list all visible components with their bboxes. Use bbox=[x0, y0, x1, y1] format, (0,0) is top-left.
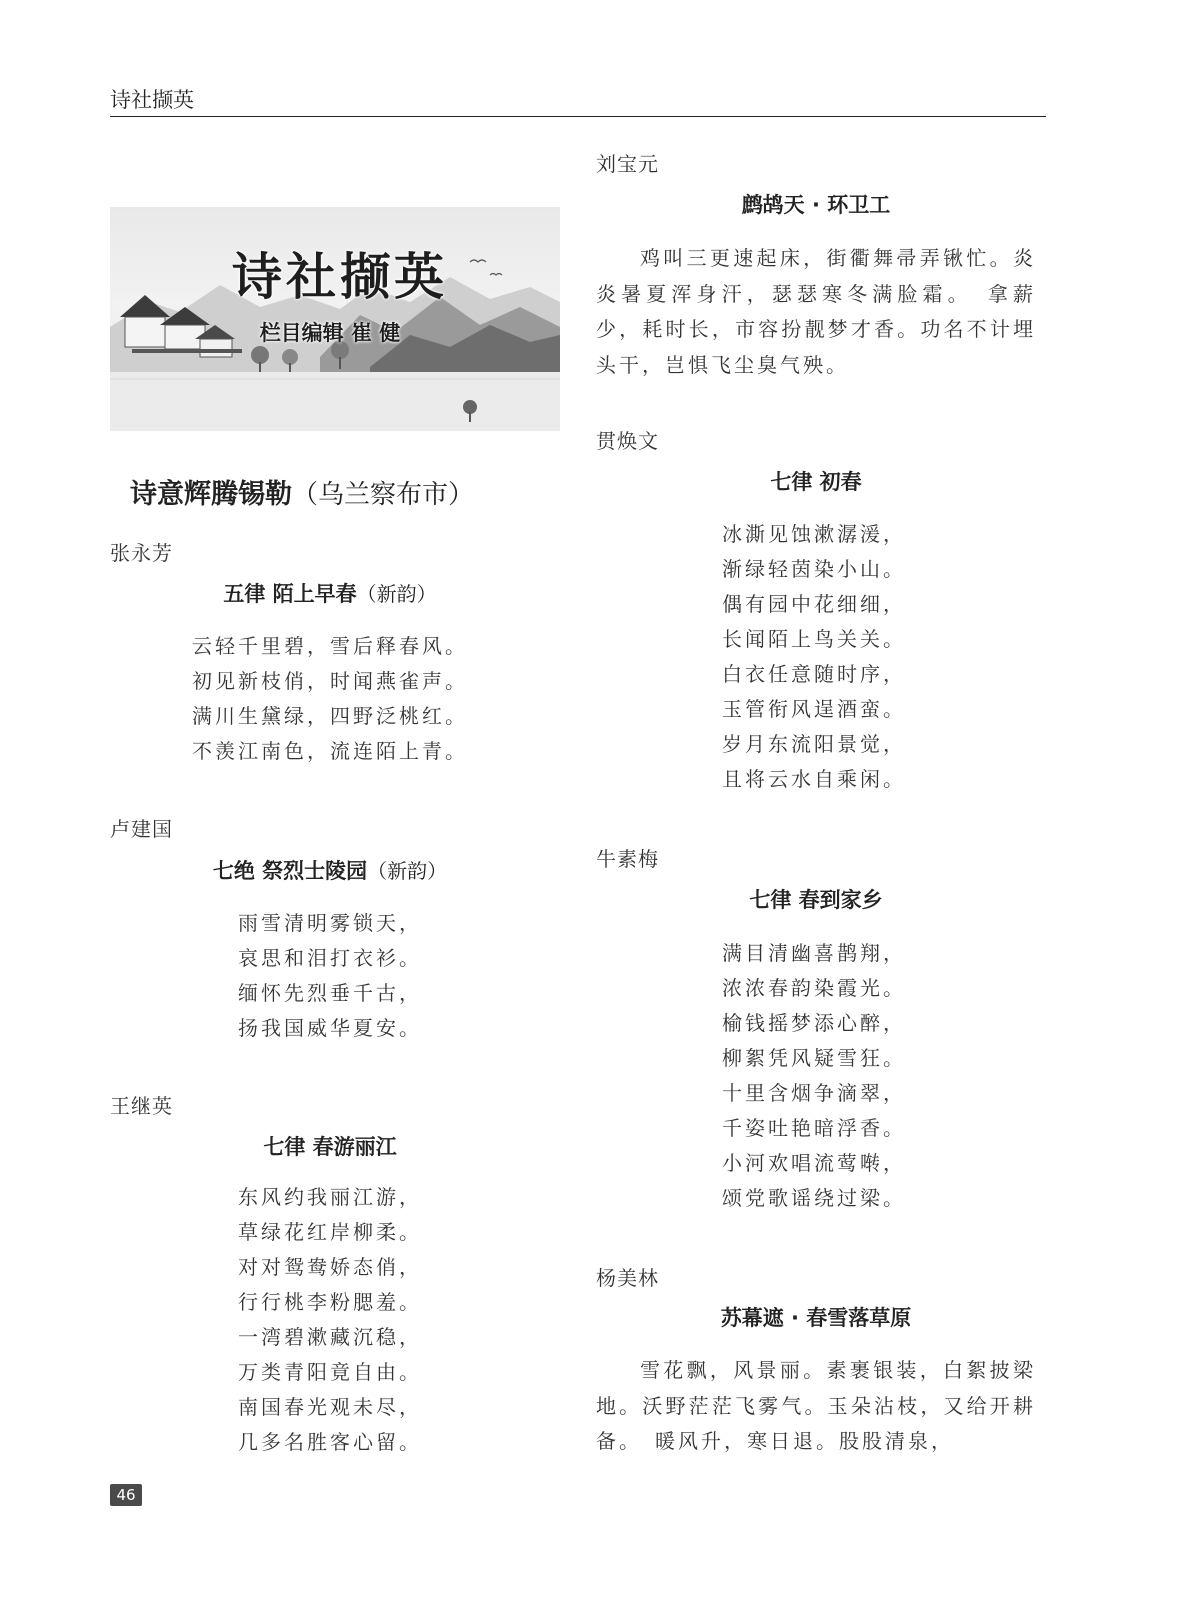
header-rule bbox=[110, 116, 1046, 117]
verse-line: 偶有园中花细细， bbox=[722, 592, 906, 616]
verse-line: 十里含烟争滴翠， bbox=[722, 1081, 906, 1105]
poem-title: 鹧鸪天 · 环卫工 bbox=[741, 193, 891, 217]
poem-author: 牛素梅 bbox=[596, 847, 659, 871]
verse-line: 榆钱摇梦添心醉， bbox=[722, 1011, 906, 1035]
verse-line: 长闻陌上鸟关关。 bbox=[722, 627, 906, 651]
verse-line: 满目清幽喜鹊翔， bbox=[722, 941, 906, 965]
banner-editor: 栏目编辑 崔 健 bbox=[259, 321, 401, 345]
poem-title: 苏幕遮 · 春雪落草原 bbox=[720, 1306, 912, 1330]
verse-line: 草绿花红岸柳柔。 bbox=[238, 1220, 422, 1244]
poem-verses bbox=[238, 906, 422, 1046]
verse-line: 万类青阳竟自由。 bbox=[238, 1360, 422, 1384]
poem-verses bbox=[722, 517, 906, 797]
verse-line: 行行桃李粉腮羞。 bbox=[238, 1290, 422, 1314]
section-title-sub: （乌兰察布市） bbox=[292, 480, 475, 510]
verse-line: 云轻千里碧，雪后释春风。 bbox=[192, 634, 468, 658]
poem-verses bbox=[192, 629, 468, 769]
poem-title-main: 七绝 祭烈士陵园 bbox=[212, 859, 368, 883]
verse-line: 千姿吐艳暗浮香。 bbox=[722, 1116, 906, 1140]
verse-line: 东风约我丽江游， bbox=[238, 1185, 422, 1209]
verse-line: 满川生黛绿，四野泛桃红。 bbox=[192, 704, 468, 728]
verse-line: 冰澌见蚀漱潺湲， bbox=[722, 522, 906, 546]
verse-line: 一湾碧漱藏沉稳， bbox=[238, 1325, 422, 1349]
poem-title bbox=[110, 1131, 550, 1161]
verse-line: 小河欢唱流莺啭， bbox=[722, 1151, 906, 1175]
section-title-main: 诗意辉腾锡勒 bbox=[130, 479, 292, 510]
poem-title-note: （新韵） bbox=[367, 859, 448, 883]
verse-line: 浓浓春韵染霞光。 bbox=[722, 976, 906, 1000]
poem-title bbox=[110, 578, 550, 608]
poem-verses bbox=[722, 936, 906, 1216]
column-banner bbox=[110, 207, 560, 431]
verse-line: 对对鸳鸯娇态俏， bbox=[238, 1255, 422, 1279]
poem-title: 七律 春到家乡 bbox=[749, 888, 883, 912]
verse-line: 柳絮凭风疑雪狂。 bbox=[722, 1046, 906, 1070]
verse-line: 白衣任意随时序， bbox=[722, 662, 906, 686]
verse-line: 岁月东流阳景觉， bbox=[722, 732, 906, 756]
banner-title: 诗社撷英 bbox=[232, 248, 448, 306]
verse-line: 缅怀先烈垂千古， bbox=[238, 981, 422, 1005]
verse-line: 颂党歌谣绕过梁。 bbox=[722, 1186, 906, 1210]
verse-line: 哀思和泪打衣衫。 bbox=[238, 946, 422, 970]
poem-prose: 雪花飘，风景丽。素裹银装，白絮披梁地。沃野茫茫飞雾气。玉朵沾枝，又给开耕备。 暖风升，寒日退。股股清泉， bbox=[596, 1358, 1036, 1453]
verse-line: 玉管衔风逞酒蛮。 bbox=[722, 697, 906, 721]
running-head: 诗社撷英 bbox=[110, 88, 194, 112]
poem-author: 贯焕文 bbox=[596, 429, 659, 453]
poem-title: 七律 初春 bbox=[770, 470, 862, 494]
poem-author: 杨美林 bbox=[596, 1266, 659, 1290]
verse-line: 几多名胜客心留。 bbox=[238, 1430, 422, 1454]
poem-author: 王继英 bbox=[110, 1094, 173, 1118]
poem-prose: 鸡叫三更速起床，街衢舞帚弄锹忙。炎炎暑夏浑身汗，瑟瑟寒冬满脸霜。 拿薪少，耗时长，市容扮靓梦才香。功名不计埋头干，岂惧飞尘臭气殃。 bbox=[596, 246, 1036, 377]
section-title bbox=[130, 472, 474, 511]
poem-author: 刘宝元 bbox=[596, 152, 659, 176]
verse-line: 不羡江南色，流连陌上青。 bbox=[192, 739, 468, 763]
poem-title-main: 五律 陌上早春 bbox=[223, 582, 357, 606]
verse-line: 渐绿轻茵染小山。 bbox=[722, 557, 906, 581]
verse-line: 南国春光观未尽， bbox=[238, 1395, 422, 1419]
page-number: 46 bbox=[110, 1484, 142, 1506]
verse-line: 扬我国威华夏安。 bbox=[238, 1016, 422, 1040]
poem-verses bbox=[238, 1180, 422, 1460]
poem-title-note: （新韵） bbox=[356, 582, 437, 606]
verse-line: 初见新枝俏，时闻燕雀声。 bbox=[192, 669, 468, 693]
poem-title bbox=[110, 855, 550, 885]
poem-title-main: 七律 春游丽江 bbox=[263, 1135, 397, 1159]
verse-line: 雨雪清明雾锁天， bbox=[238, 911, 422, 935]
poem-author: 张永芳 bbox=[110, 541, 173, 565]
poem-author: 卢建国 bbox=[110, 817, 173, 841]
verse-line: 且将云水自乘闲。 bbox=[722, 767, 906, 791]
